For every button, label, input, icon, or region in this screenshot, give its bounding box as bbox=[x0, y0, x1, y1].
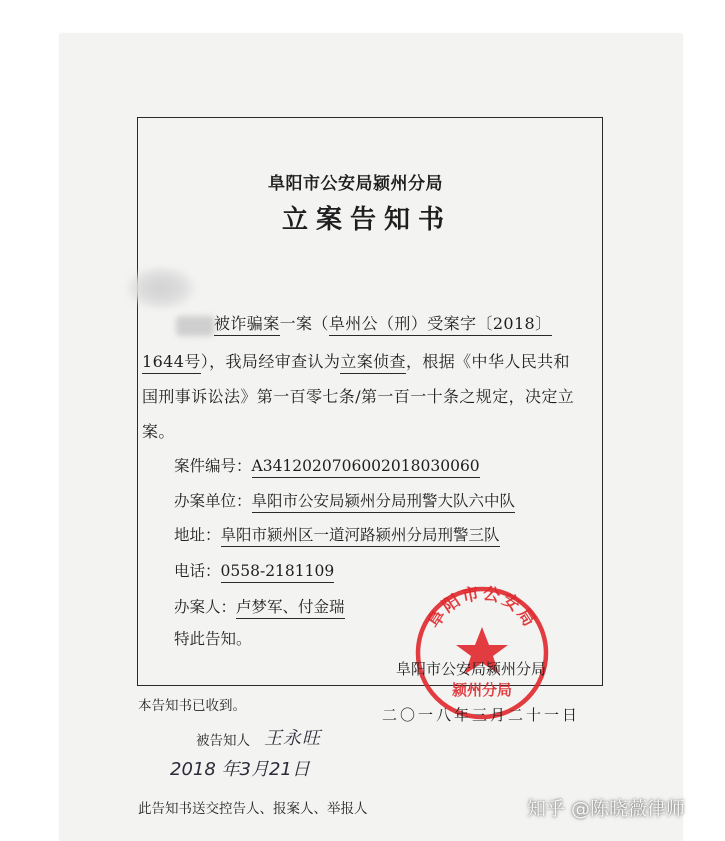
official-seal-icon bbox=[412, 583, 552, 723]
redacted-name-blur-2 bbox=[176, 316, 214, 336]
case-reference-1: 阜州公（刑）受案字〔2018〕 bbox=[329, 314, 552, 336]
decision: 立案侦查 bbox=[340, 352, 406, 374]
handwritten-date: 2018 年3月21日 bbox=[170, 759, 310, 780]
field-handling-unit bbox=[174, 494, 515, 510]
receipt-confirmation: 本告知书已收到。 bbox=[138, 698, 246, 714]
signature-date: 二〇一八年三月二十一日 bbox=[382, 706, 581, 724]
watermark: 知乎 @陈晓薇律师 bbox=[527, 798, 686, 820]
notified-person-label: 被告知人 bbox=[196, 733, 250, 749]
issuing-office: 阜阳市公安局颍州分局 bbox=[268, 174, 443, 194]
svg-text:阜阳市公安局: 阜阳市公安局 bbox=[424, 583, 540, 632]
field-value: A3412020706002018030060 bbox=[252, 457, 480, 478]
svg-text:颍州分局: 颍州分局 bbox=[451, 681, 513, 699]
field-officers bbox=[174, 600, 345, 616]
field-value: 阜阳市公安局颍州分局刑警大队六中队 bbox=[252, 492, 516, 513]
body-line-1: 被诈骗案一案（阜州公（刑）受案字〔2018〕 bbox=[214, 316, 552, 332]
body-line-3: 国刑事诉讼法》第一百零七条/第一百一十条之规定，决定立 bbox=[142, 387, 575, 406]
handwritten-signature: 王永旺 bbox=[264, 728, 321, 749]
field-label: 电话： bbox=[174, 562, 221, 580]
case-type: 被诈骗案 bbox=[214, 314, 280, 336]
redacted-name-blur bbox=[126, 266, 196, 310]
field-label: 办案单位： bbox=[174, 492, 252, 510]
field-address bbox=[174, 528, 500, 544]
field-phone bbox=[174, 564, 334, 580]
field-value: 阜阳市颍州区一道河路颍州分局刑警三队 bbox=[221, 526, 500, 547]
case-reference-2: 1644号 bbox=[142, 352, 201, 374]
document-title: 立案告知书 bbox=[282, 205, 453, 235]
field-label: 案件编号： bbox=[174, 457, 252, 475]
field-case-number bbox=[174, 459, 480, 475]
field-value: 卢梦军、付金瑞 bbox=[236, 598, 345, 619]
footer-note: 此告知书送交控告人、报案人、举报人 bbox=[138, 801, 368, 817]
body-line-4: 案。 bbox=[142, 422, 175, 441]
body-line-2: 1644号），我局经审查认为立案侦查，根据《中华人民共和 bbox=[142, 354, 570, 370]
closing-text: 特此告知。 bbox=[174, 630, 252, 648]
field-label: 办案人： bbox=[174, 598, 237, 616]
signature-office: 阜阳市公安局颍州分局 bbox=[396, 660, 547, 678]
field-label: 地址： bbox=[174, 526, 221, 544]
field-value: 0558-2181109 bbox=[221, 562, 335, 583]
